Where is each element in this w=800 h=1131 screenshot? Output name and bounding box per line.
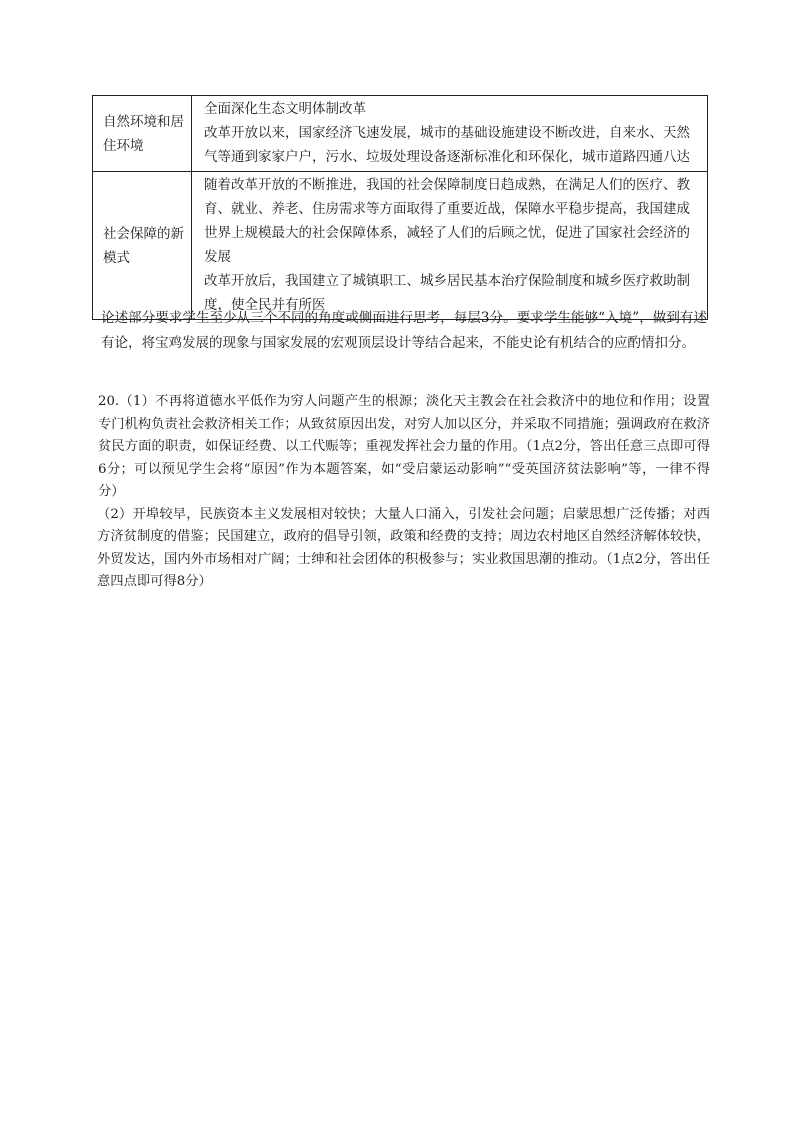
answer-table [92, 95, 708, 320]
row-label: 社会保障的新模式 [93, 172, 192, 320]
content-line: 改革开放后，我国建立了城镇职工、城乡居民基本治疗保险制度和城乡医疗救助制度，使全民并有所医 [204, 273, 690, 313]
content-line: 全面深化生态文明体制改革 [204, 101, 366, 117]
table-row [93, 172, 708, 320]
answer-20-part-2: （2）开埠较早，民族资本主义发展相对较快；大量人口涌入，引发社会问题；启蒙思想广泛传播；对西方济贫制度的借鉴；民国建立，政府的倡导引领，政策和经费的支持；周边农村地区自然经济解体较快，外贸发达，国内外市场相对广阔；士绅和社会团体的积极参与；实业救国思潮的推动。（1点2分，答出任意四点即可得8分） [97, 506, 710, 589]
row-content [192, 96, 708, 172]
content-line: 随着改革开放的不断推进，我国的社会保障制度日趋成熟，在满足人们的医疗、教育、就业、养老、住房需求等方面取得了重要近战，保障水平稳步提高，我国建成世界上规模最大的社会保障体系，减轻了人们的后顾之忧，促进了国家社会经济的发展 [204, 177, 690, 265]
answer-20 [98, 391, 710, 594]
answer-20-part-1: 20.（1）不再将道德水平低作为穷人问题产生的根源；淡化天主教会在社会救济中的地位和作用；设置专门机构负责社会救济相关工作；从致贫原因出发，对穷人加以区分，并采取不同措施；强调政府在救济贫民方面的职责，如保证经费、以工代赈等；重视发挥社会力量的作用。（1点2分，答出任意三点即可得6分；可以预见学生会将“原因”作为本题答案，如“受启蒙运动影响”“受英国济贫法影响”等，一律不得分） [98, 394, 710, 499]
row-content [192, 172, 708, 320]
content-line: 改革开放以来，国家经济飞速发展，城市的基础设施建设不断改进，自来水、天然气等通到家家户户，污水、垃圾处理设备逐渐标准化和环保化，城市道路四通八达 [204, 125, 690, 165]
row-label: 自然环境和居住环境 [93, 96, 192, 172]
table-row [93, 96, 708, 172]
grading-note: 论述部分要求学生至少从三个不同的角度或侧面进行思考，每层3分。要求学生能够“入境”，做到有述有论，将宝鸡发展的现象与国家发展的宏观顶层设计等结合起来，不能史论有机结合的应酌情扣分。 [101, 310, 707, 351]
